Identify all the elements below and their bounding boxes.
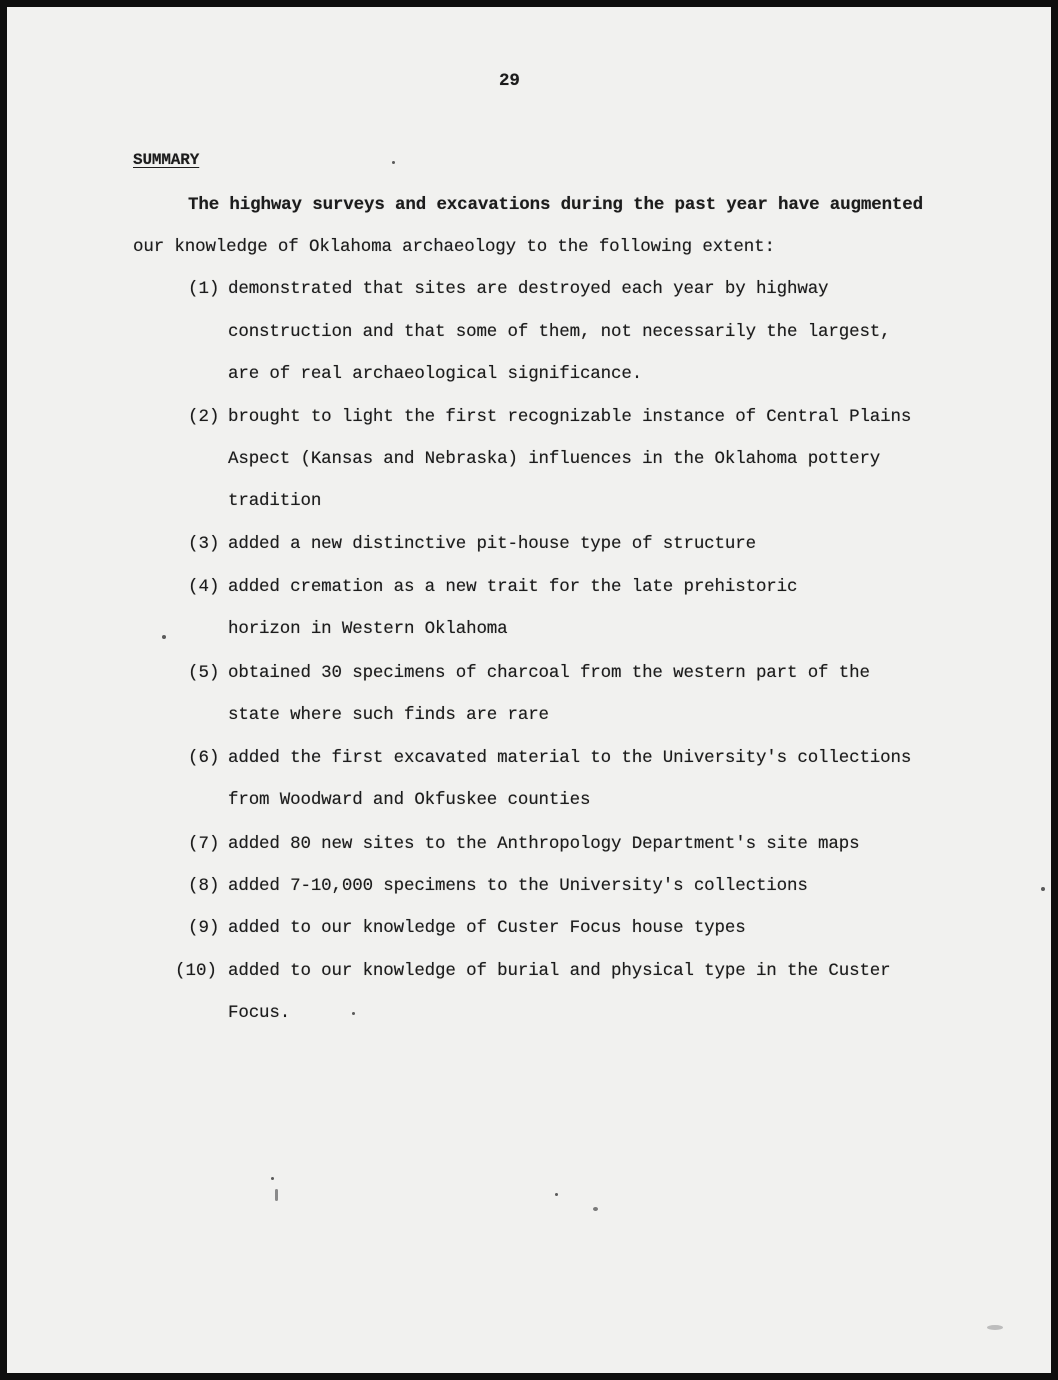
item-line: added 7-10,000 specimens to the University's collections	[228, 876, 808, 896]
item-number: (6)	[188, 748, 220, 768]
item-number: (4)	[188, 577, 220, 597]
scan-speck	[271, 1177, 274, 1180]
item-line: added cremation as a new trait for the late prehistoric	[228, 577, 798, 597]
item-number: (3)	[188, 534, 220, 554]
document-page	[7, 7, 1051, 1373]
item-line: state where such finds are rare	[228, 705, 549, 725]
item-line: added a new distinctive pit-house type of structure	[228, 534, 756, 554]
item-number: (10)	[175, 961, 218, 981]
scan-speck	[1041, 887, 1045, 891]
item-line: added 80 new sites to the Anthropology Department's site maps	[228, 834, 860, 854]
item-line: are of real archaeological significance.	[228, 364, 643, 384]
scan-speck	[352, 1012, 355, 1015]
item-line: added to our knowledge of burial and physical type in the Custer	[228, 961, 891, 981]
page-number: 29	[499, 71, 520, 91]
scan-speck	[162, 635, 166, 639]
item-number: (1)	[188, 279, 220, 299]
item-line: from Woodward and Okfuskee counties	[228, 790, 591, 810]
scan-speck	[275, 1189, 278, 1201]
item-line: Aspect (Kansas and Nebraska) influences in the Oklahoma pottery	[228, 449, 881, 469]
item-number: (9)	[188, 918, 220, 938]
item-line: tradition	[228, 491, 322, 511]
item-number: (2)	[188, 407, 220, 427]
item-number: (7)	[188, 834, 220, 854]
scan-speck	[593, 1207, 598, 1211]
item-line: added to our knowledge of Custer Focus house types	[228, 918, 746, 938]
intro-line-1: The highway surveys and excavations during the past year have augmented	[188, 195, 923, 215]
item-line: added the first excavated material to the University's collections	[228, 748, 912, 768]
intro-line-2: our knowledge of Oklahoma archaeology to the following extent:	[133, 237, 775, 257]
item-line: Focus.	[228, 1003, 291, 1023]
item-line: construction and that some of them, not necessarily the largest,	[228, 322, 891, 342]
scan-speck	[555, 1193, 558, 1196]
scan-speck	[987, 1325, 1003, 1330]
item-number: (8)	[188, 876, 220, 896]
item-line: horizon in Western Oklahoma	[228, 619, 508, 639]
item-line: brought to light the first recognizable instance of Central Plains	[228, 407, 912, 427]
item-number: (5)	[188, 663, 220, 683]
item-line: obtained 30 specimens of charcoal from the western part of the	[228, 663, 870, 683]
item-line: demonstrated that sites are destroyed each year by highway	[228, 279, 829, 299]
scan-speck	[392, 161, 395, 164]
section-heading: SUMMARY	[133, 151, 200, 169]
